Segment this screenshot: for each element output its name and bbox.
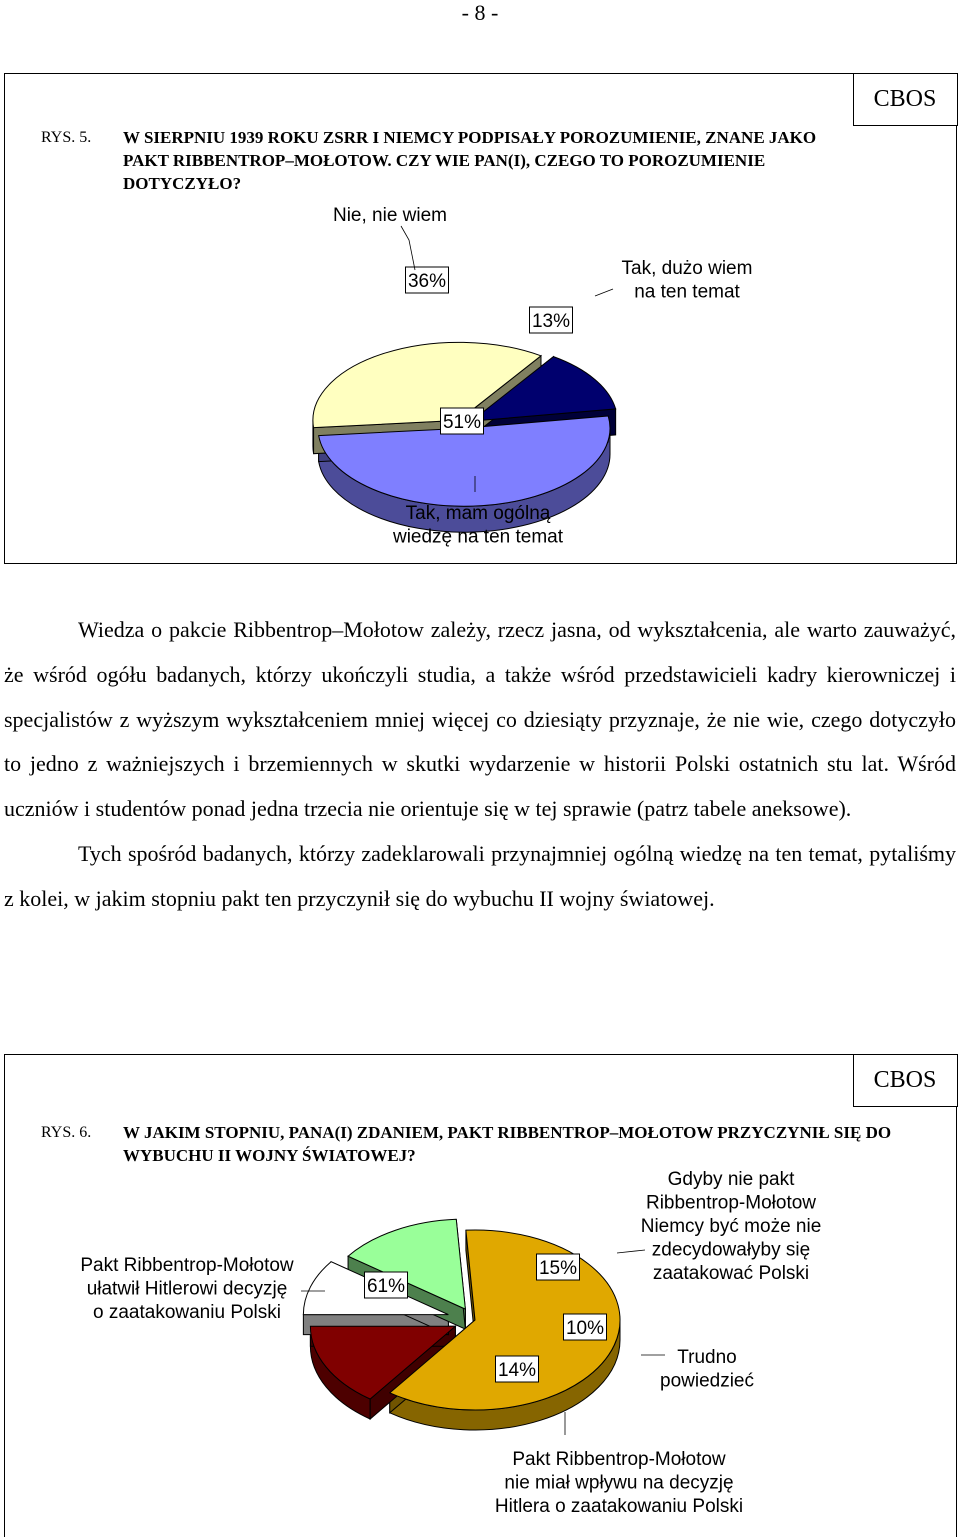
pie-category-label: Pakt Ribbentrop-Mołotow ułatwił Hitlerowi decyzję o zaatakowaniu Polski [80, 1255, 294, 1323]
pie-category-label: Pakt Ribbentrop-Mołotow nie miał wpływu na decyzję Hitlera o zaatakowaniu Polski [494, 1449, 744, 1517]
pie-category-label: Nie, nie wiem [332, 205, 448, 226]
svg-text:15%: 15% [538, 1258, 578, 1279]
pie-chart-knowledge [5, 74, 958, 565]
figure-6-box [4, 1054, 957, 1537]
pie-category-label: Tak, mam ogólną wiedzę na ten temat [392, 503, 564, 548]
paragraph-2: Tych spośród badanych, którzy zadeklarowali przynajmniej ogólną wiedzę na ten temat, pytaliśmy z kolei, w jakim stopniu pakt ten przyczynił się do wybuchu II wojny światowej. [4, 840, 956, 911]
leader-line [617, 1250, 645, 1253]
pie-category-label: Gdyby nie pakt Ribbentrop-Mołotow Niemcy być może nie zdecydowałyby się zaatakować Polski [640, 1169, 822, 1284]
pie-chart-influence [5, 1055, 958, 1538]
pie-value-label [406, 267, 449, 293]
pie-value-label [496, 1356, 539, 1382]
figure-5-box [4, 73, 957, 564]
pie-category-label: Tak, dużo wiem na ten temat [621, 258, 753, 303]
svg-text:10%: 10% [565, 1318, 605, 1339]
pie-category-label: Trudno powiedzieć [660, 1347, 754, 1392]
pie-value-label [537, 1254, 580, 1280]
figure-title: W JAKIM STOPNIU, PANA(I) ZDANIEM, PAKT RIBBENTROP–MOŁOTOW PRZYCZYNIŁ SIĘ DO WYBUCHU II WOJNY ŚWIATOWEJ? [123, 1123, 892, 1165]
svg-text:13%: 13% [531, 311, 571, 332]
svg-text:61%: 61% [366, 1276, 406, 1297]
figure-title: W SIERPNIU 1939 ROKU ZSRR I NIEMCY PODPISAŁY POROZUMIENIE, ZNANE JAKO PAKT RIBBENTROP–MOŁOTOW. CZY WIE PAN(I), CZEGO TO POROZUMIENIE DOTYCZYŁO? [123, 128, 817, 193]
figure-label: RYS. 6. [41, 1124, 92, 1141]
pie-value-label [441, 408, 484, 434]
svg-text:51%: 51% [442, 412, 482, 433]
pie-value-label [530, 307, 573, 333]
leader-line [401, 226, 415, 270]
svg-text:36%: 36% [407, 271, 447, 292]
leader-line [595, 289, 613, 296]
page-number: - 8 - [461, 0, 499, 25]
pie-value-label [365, 1272, 408, 1298]
svg-text:14%: 14% [497, 1360, 537, 1381]
paragraph-1: Wiedza o pakcie Ribbentrop–Mołotow zależy, rzecz jasna, od wykształcenia, ale warto zauważyć, że wśród ogółu badanych, którzy ukończyli studia, a także wśród przedstawicieli kadry kierowniczej i specjalistów z wyższym wykształceniem mniej więcej co dziesiąty przyznaje, że nie wie, czego dotyczyło to jedno z ważniejszych i brzemiennych w skutki wydarzenie w historii Polski ostatnich stu lat. Wśród uczniów i studentów ponad jedna trzecia nie orientuje się w tej sprawie (patrz tabele aneksowe). [4, 617, 956, 822]
figure-label: RYS. 5. [41, 129, 92, 146]
pie-value-label [564, 1314, 607, 1340]
cbos-source-badge: CBOS [853, 1054, 958, 1107]
cbos-source-badge: CBOS [853, 73, 958, 126]
body-text [4, 608, 956, 922]
